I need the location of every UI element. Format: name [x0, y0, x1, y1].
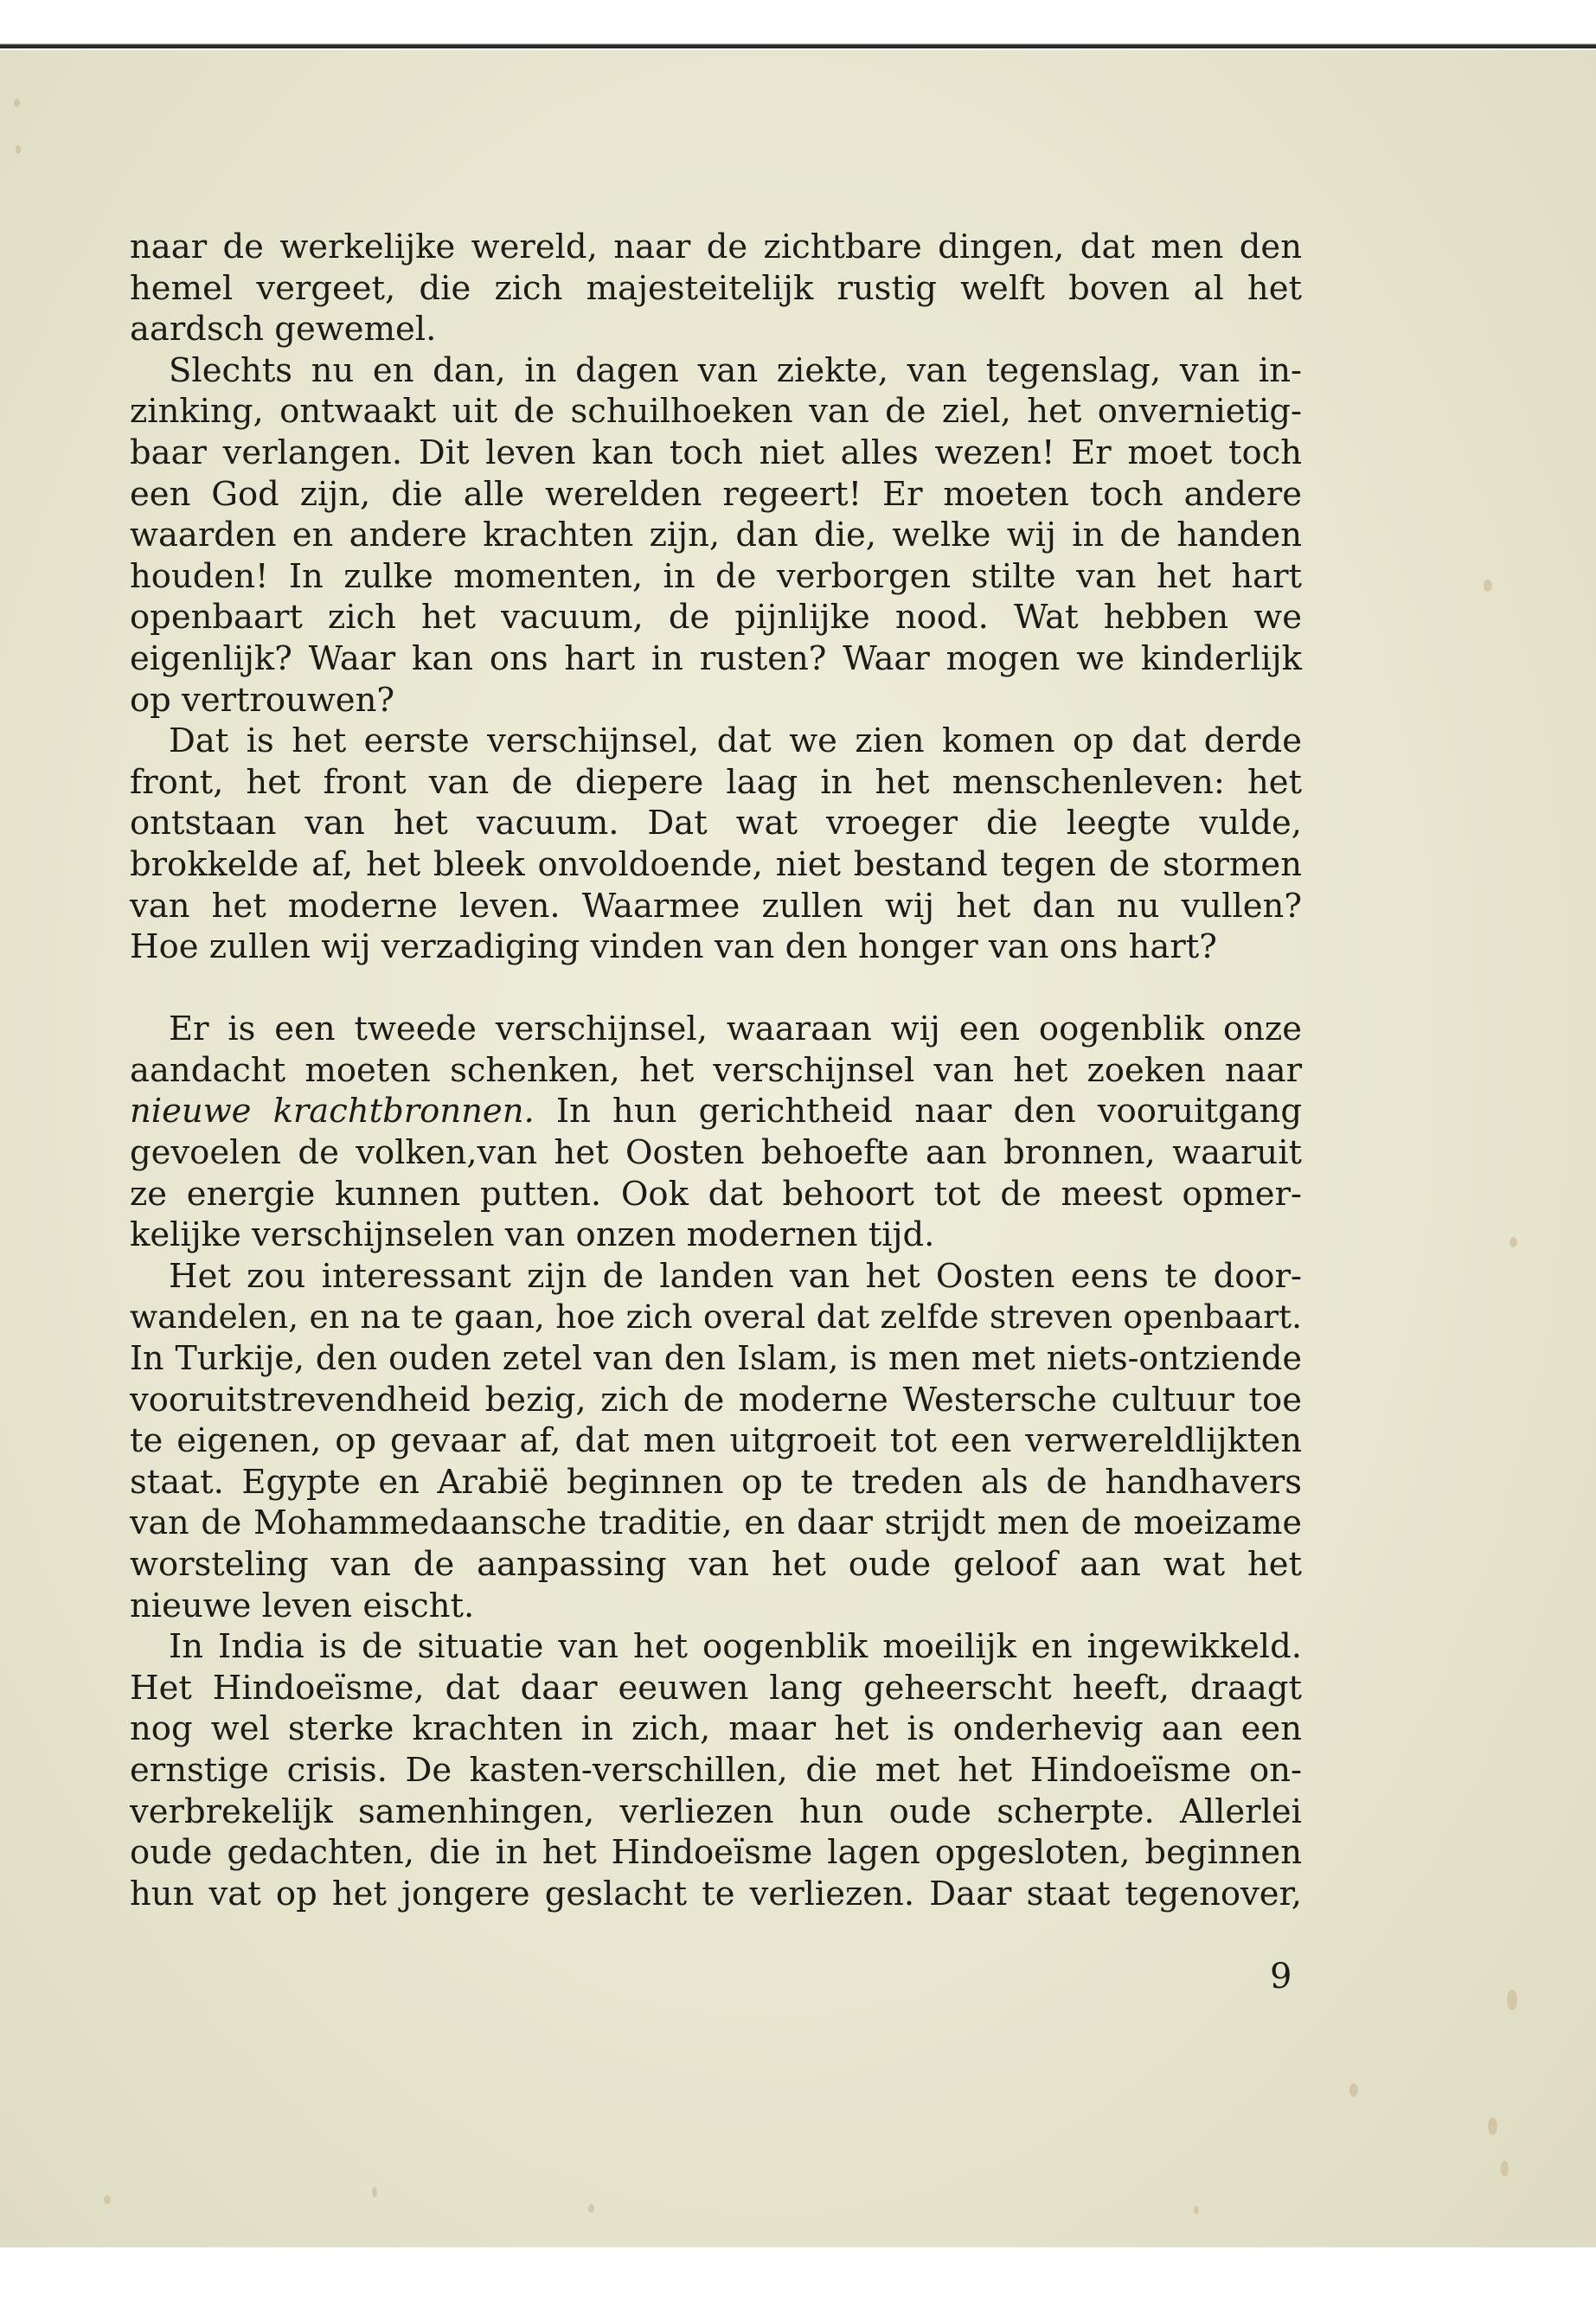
- text-line: waarden en andere krachten zijn, dan die, welke wij in de handen: [130, 516, 1302, 555]
- text-line: Het Hindoeïsme, dat daar eeuwen lang geheerscht heeft, draagt: [130, 1668, 1302, 1708]
- foxing-spot: [372, 2187, 377, 2197]
- text-line: van de Mohammedaansche traditie, en daar strijdt men de moeizame: [130, 1503, 1302, 1542]
- page-number: 9: [1270, 1957, 1292, 1997]
- foxing-spot: [1507, 1990, 1517, 2010]
- text-line: brokkelde af, het bleek onvoldoende, niet bestand tegen de stormen: [130, 844, 1302, 884]
- text-line: worsteling van de aanpassing van het oude geloof aan wat het: [130, 1545, 1302, 1584]
- text-line: In Turkije, den ouden zetel van den Islam, is men met niets-ontziende: [130, 1339, 1302, 1378]
- text-line: houden! In zulke momenten, in de verborgen stilte van het hart: [130, 556, 1302, 596]
- text-line: In India is de situatie van het oogenblik moeilijk en ingewikkeld.: [169, 1627, 1302, 1667]
- text-line: verbrekelijk samenhingen, verliezen hun oude scherpte. Allerlei: [130, 1791, 1302, 1831]
- text-line: eigenlijk? Waar kan ons hart in rusten? Waar mogen we kinderlijk: [130, 638, 1302, 678]
- text-line: ze energie kunnen putten. Ook dat behoort tot de meest opmer-: [130, 1174, 1302, 1214]
- text-line: hemel vergeet, die zich majesteitelijk rustig welft boven al het: [130, 268, 1302, 308]
- text-line: te eigenen, op gevaar af, dat men uitgroeit tot een verwereldlijkten: [130, 1421, 1302, 1461]
- text-line: aardsch gewemel.: [130, 310, 437, 349]
- text-line: [130, 1091, 1302, 1132]
- foxing-spot: [1488, 2118, 1497, 2135]
- foxing-spot: [1509, 1237, 1517, 1247]
- foxing-spot: [104, 2195, 111, 2204]
- body-text: [130, 227, 1302, 1914]
- text-line: op vertrouwen?: [130, 680, 395, 720]
- foxing-spot: [588, 2204, 594, 2213]
- text-line: oude gedachten, die in het Hindoeïsme lagen opgesloten, beginnen: [130, 1833, 1302, 1873]
- text-line: front, het front van de diepere laag in het menschenleven: het: [130, 762, 1302, 802]
- scan-top-edge: [0, 0, 1596, 48]
- paragraph-gap: [130, 968, 1302, 1009]
- text-line: ontstaan van het vacuum. Dat wat vroeger die leegte vulde,: [130, 804, 1302, 843]
- text-line-rest: In hun gerichtheid naar den vooruitgang: [534, 1092, 1302, 1131]
- text-line: ernstige crisis. De kasten-verschillen, die met het Hindoeïsme on-: [130, 1750, 1302, 1790]
- text-line: Het zou interessant zijn de landen van het Oosten eens te door-: [169, 1256, 1302, 1296]
- text-line: nieuwe leven eischt.: [130, 1586, 475, 1625]
- text-line: staat. Egypte en Arabië beginnen op te treden als de handhavers: [130, 1462, 1302, 1502]
- foxing-spot: [16, 145, 21, 154]
- text-line: gevoelen de volken,van het Oosten behoefte aan bronnen, waaruit: [130, 1133, 1302, 1173]
- text-line: van het moderne leven. Waarmee zullen wij het dan nu vullen?: [130, 886, 1302, 926]
- text-line: openbaart zich het vacuum, de pijnlijke nood. Wat hebben we: [130, 598, 1302, 638]
- text-line: zinking, ontwaakt uit de schuilhoeken van de ziel, het onvernietig-: [130, 392, 1302, 432]
- text-line: Slechts nu en dan, in dagen van ziekte, van tegenslag, van in-: [169, 350, 1302, 390]
- text-line: wandelen, en na te gaan, hoe zich overal dat zelfde streven openbaart.: [130, 1298, 1302, 1336]
- foxing-spot: [1501, 2161, 1509, 2176]
- text-line: hun vat op het jongere geslacht te verliezen. Daar staat tegenover,: [130, 1874, 1302, 1913]
- text-line: nog wel sterke krachten in zich, maar het is onderhevig aan een: [130, 1709, 1302, 1749]
- text-line: vooruitstrevendheid bezig, zich de moderne Westersche cultuur toe: [130, 1380, 1302, 1420]
- text-line: baar verlangen. Dit leven kan toch niet alles wezen! Er moet toch: [130, 433, 1302, 472]
- foxing-spot: [14, 99, 20, 107]
- foxing-spot: [1194, 2206, 1199, 2214]
- text-line: Er is een tweede verschijnsel, waaraan wij een oogenblik onze: [169, 1009, 1302, 1049]
- text-line: kelijke verschijnselen van onzen modernen tijd.: [130, 1215, 935, 1255]
- text-line: naar de werkelijke wereld, naar de zichtbare dingen, dat men den: [130, 228, 1302, 266]
- italic-phrase: nieuwe krachtbronnen.: [130, 1092, 535, 1131]
- text-line: Hoe zullen wij verzadiging vinden van den honger van ons hart?: [130, 927, 1217, 967]
- foxing-spot: [1349, 2083, 1358, 2097]
- text-line: een God zijn, die alle werelden regeert! Er moeten toch andere: [130, 474, 1302, 514]
- text-line: Dat is het eerste verschijnsel, dat we zien komen op dat derde: [169, 721, 1302, 761]
- text-line: aandacht moeten schenken, het verschijnsel van het zoeken naar: [130, 1050, 1302, 1090]
- foxing-spot: [1484, 580, 1492, 592]
